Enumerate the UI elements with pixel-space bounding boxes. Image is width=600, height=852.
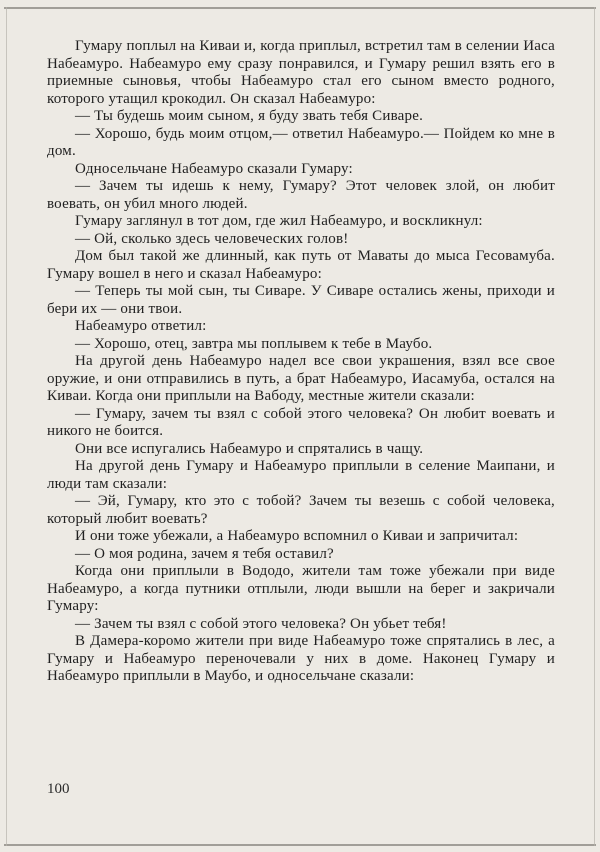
paragraph: На другой день Гумару и Набеамуро приплыли в селение Маипани, и люди там сказали: (47, 458, 555, 492)
paragraph: На другой день Набеамуро надел все свои украшения, взял все свое оружие, и они отправились в путь, а брат Набеамуро, Иасамуба, остался на Киваи. Когда они приплыли на Вабоду, местные жители сказали: (47, 353, 555, 404)
paragraph: В Дамера-коромо жители при виде Набеамуро тоже спрятались в лес, а Гумару и Набеамуро переночевали у них в доме. Наконец Гумару и Набеамуро приплыли в Маубо, и односельчане сказали: (47, 633, 555, 684)
paragraph: Односельчане Набеамуро сказали Гумару: (75, 160, 353, 177)
paragraph: — О моя родина, зачем я тебя оставил? (75, 545, 334, 562)
paragraph: И они тоже убежали, а Набеамуро вспомнил о Киваи и запричитал: (75, 528, 519, 544)
paragraph: — Зачем ты идешь к нему, Гумару? Этот человек злой, он любит воевать, он убил много людей. (47, 178, 555, 212)
paragraph: Набеамуро ответил: (75, 318, 207, 334)
paragraph: Гумару заглянул в тот дом, где жил Набеамуро, и воскликнул: (75, 213, 483, 229)
paragraph: — Гумару, зачем ты взял с собой этого человека? Он любит воевать и никого не боится. (47, 405, 555, 439)
scan-edge-right (594, 7, 595, 846)
paragraph: — Хорошо, будь моим отцом,— ответил Набеамуро.— Пойдем ко мне в дом. (47, 125, 555, 159)
paragraph: — Ты будешь моим сыном, я буду звать тебя Сиваре. (75, 108, 424, 124)
paragraph: Когда они приплыли в Вододо, жители там тоже убежали при виде Набеамуро, а когда путники отплыли, люди вышли на берег и закричали Гумару: (47, 563, 555, 614)
paragraph: — Ой, сколько здесь человеческих голов! (75, 230, 349, 247)
paragraph: Они все испугались Набеамуро и спрятались в чащу. (75, 440, 424, 457)
paragraph: — Зачем ты взял с собой этого человека? Он убьет тебя! (75, 615, 447, 632)
paragraph: Гумару поплыл на Киваи и, когда приплыл, встретил там в селении Иаса Набеамуро. Набеамуро ему сразу понравился, и Гумару решил взять его в приемные сыновья, чтобы Набеамуро стал его сыном вместо родного, которого утащил крокодил. Он сказал Набеамуро: (47, 38, 555, 107)
paragraph: Дом был такой же длинный, как путь от Маваты до мыса Гесовамуба. Гумару вошел в него и сказал Набеамуро: (47, 248, 555, 282)
paragraph: — Хорошо, отец, завтра мы поплывем к тебе в Маубо. (75, 335, 433, 352)
scan-edge-bottom (4, 844, 596, 846)
text-block (47, 38, 555, 686)
scan-edge-left (6, 7, 7, 846)
paragraph: — Теперь ты мой сын, ты Сиваре. У Сиваре остались жены, приходи и бери их — они твои. (47, 283, 555, 317)
page-number: 100 (47, 781, 70, 797)
paragraph: — Эй, Гумару, кто это с тобой? Зачем ты везешь с собой человека, который любит воевать? (47, 493, 555, 527)
scan-edge-top (4, 7, 596, 9)
